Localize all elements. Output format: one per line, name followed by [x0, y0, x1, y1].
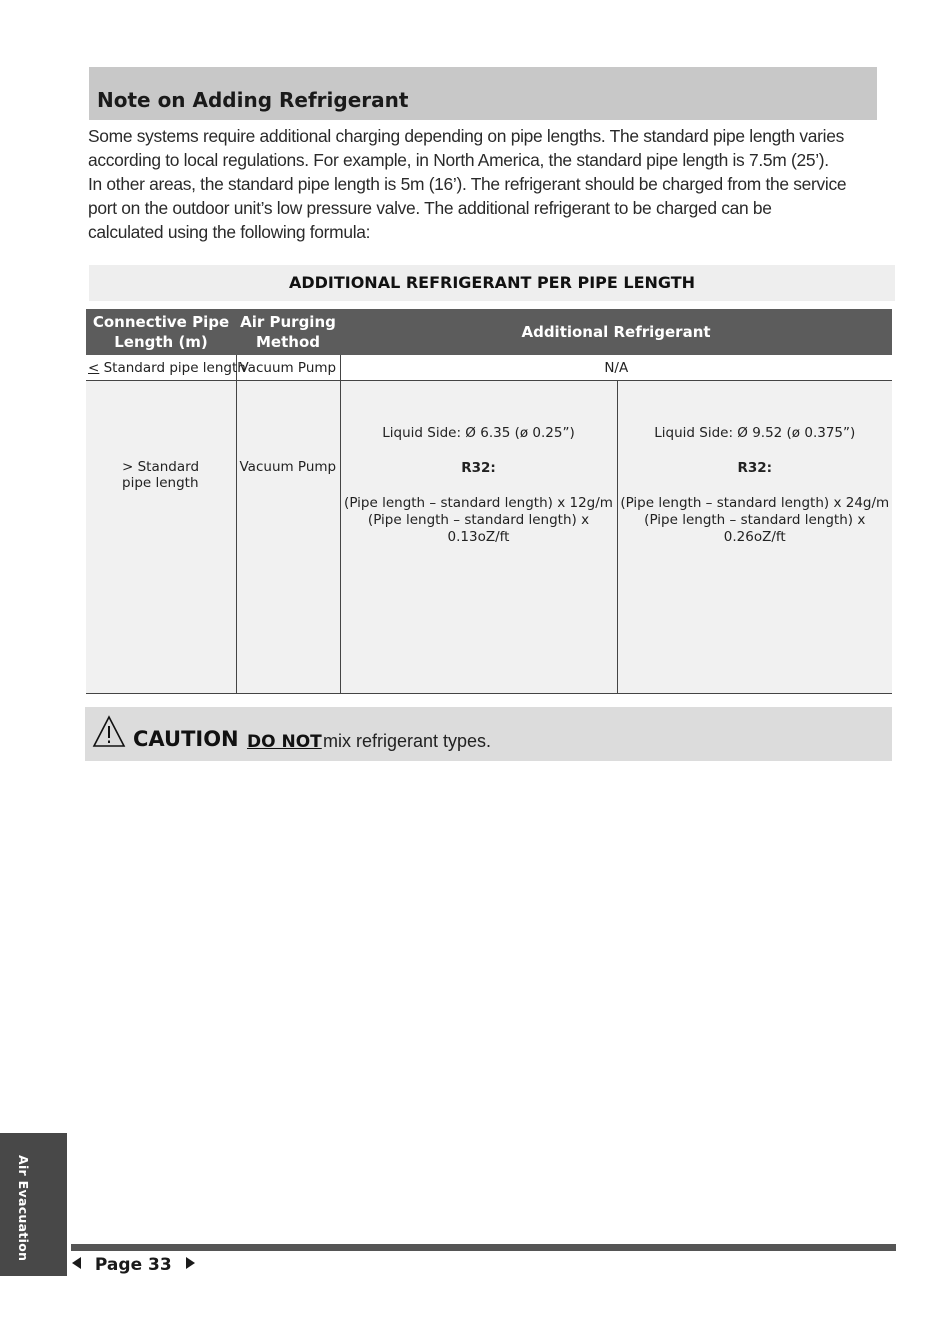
side-tab-label: Air Evacuation: [16, 1155, 31, 1262]
section-title: Note on Adding Refrigerant: [97, 88, 409, 112]
page-navigation: [71, 1255, 196, 1277]
liquid-side-label: Liquid Side: Ø 9.52 (ø 0.375”): [654, 425, 856, 441]
caution-text: mix refrigerant types.: [323, 731, 492, 751]
side-tab: [0, 1133, 67, 1276]
cell-pipe-length: [86, 381, 236, 694]
header-additional-refrigerant: Additional Refrigerant: [340, 309, 892, 355]
caution-emphasis: DO NOT: [247, 732, 322, 752]
refrigerant-label: R32:: [737, 460, 773, 476]
header-pipe-length: Connective Pipe Length (m): [86, 309, 236, 355]
warning-triangle-icon: [92, 715, 126, 753]
cell-additional: N/A: [340, 355, 892, 381]
triangle-left-icon[interactable]: [71, 1255, 83, 1275]
cell-method: Vacuum Pump: [236, 381, 340, 694]
intro-line: port on the outdoor unit’s low pressure valve. The additional refrigerant to be charged can be: [88, 198, 772, 218]
table-header-row: [86, 309, 892, 355]
pipe-length-text: > Standard pipe length: [122, 459, 200, 491]
formula-metric: (Pipe length – standard length) x 12g/m: [344, 495, 613, 511]
refrigerant-table: [86, 309, 892, 694]
table-title: ADDITIONAL REFRIGERANT PER PIPE LENGTH: [89, 265, 895, 301]
caution-box: [85, 707, 892, 761]
caution-label: CAUTION: [133, 727, 239, 751]
page-number: Page 33: [94, 1255, 172, 1275]
formula-imperial: (Pipe length – standard length) x 0.26oZ/ft: [644, 512, 866, 545]
intro-line: according to local regulations. For example, in North America, the standard pipe length is 7.5m (25’).: [88, 150, 829, 170]
triangle-right-icon[interactable]: [184, 1255, 196, 1275]
intro-line: Some systems require additional charging depending on pipe lengths. The standard pipe length varies: [88, 126, 844, 146]
refrigerant-label: R32:: [461, 460, 496, 476]
intro-line: calculated using the following formula:: [88, 222, 371, 242]
cell-method: Vacuum Pump: [236, 355, 340, 381]
cell-pipe-length: [86, 355, 246, 381]
intro-line: In other areas, the standard pipe length is 5m (16’). The refrigerant should be charged from the service: [88, 174, 847, 194]
intro-paragraph: [88, 124, 878, 244]
header-air-purging: Air Purging Method: [236, 309, 340, 355]
formula-imperial: (Pipe length – standard length) x 0.13oZ/ft: [367, 512, 590, 545]
table-row: [86, 355, 892, 381]
formula-metric: (Pipe length – standard length) x 24g/m: [620, 495, 890, 511]
footer-divider: [71, 1244, 896, 1251]
table-row: [86, 381, 892, 694]
cell-liquid-small: [340, 381, 617, 694]
section-header: [89, 67, 877, 120]
liquid-side-label: Liquid Side: Ø 6.35 (ø 0.25”): [382, 425, 575, 441]
pipe-length-text: Standard pipe length: [103, 359, 246, 376]
less-equal-symbol: <: [88, 359, 100, 376]
cell-liquid-large: [617, 381, 892, 694]
